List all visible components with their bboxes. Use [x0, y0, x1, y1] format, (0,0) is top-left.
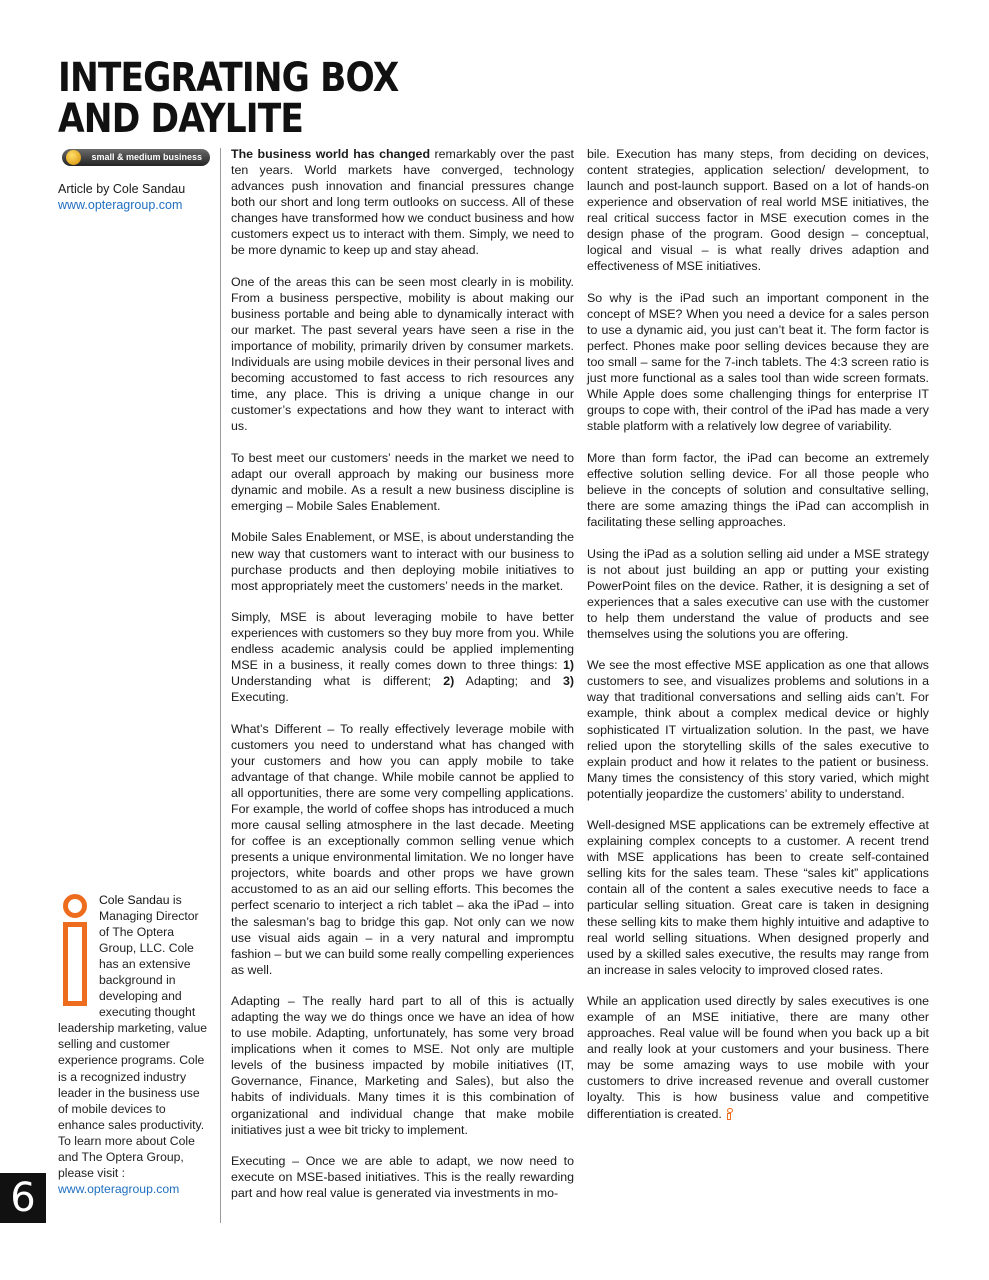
paragraph: So why is the iPad such an important component in the concept of MSE? When you need a device for a sales person to use a dynamic aid, you just can’t beat it. The form factor is perfect. Phones make poor selling devices because they are too small – same for the 7-inch tablets. The 4:3 screen ratio is just more functional as a sales tool than wide screen formats. While Apple does some challenging things for enterprise IT groups to cope with, their control of the iPad has made a very stable platform with a relatively low degree of variability.	[587, 290, 929, 434]
paragraph: While an application used directly by sales executives is one example of an MSE initiative, there are many other approaches. Real value will be found when you back up a bit and really look at your customers and your business. There may be some amazing ways to use mobile with your customers to drive increased revenue and overall customer loyalty. This is how business value and competitive differentiation is created.	[587, 994, 929, 1121]
paragraph: Executing – Once we are able to adapt, we now need to execute on MSE-based initiatives. This is the really rewarding part and how real value is generated via investments in mo-	[231, 1154, 574, 1201]
column-divider	[220, 148, 221, 1223]
bio-link[interactable]: www.opteragroup.com	[58, 1181, 180, 1196]
paragraph: The business world has changed remarkably over the past ten years. World markets have converged, technology advances push innovation and financial pressures change both our short and long term outlooks on success. All of these changes have transformed how we conduct business and how customers expect us to interact with them. Simply, we need to be more dynamic to keep up and stay ahead.	[231, 147, 574, 258]
category-badge-label: small & medium business	[91, 152, 202, 162]
paragraph: To best meet our customers’ needs in the market we need to adapt our overall approach by making our business more dynamic and mobile. As a result a new business discipline is emerging – Mobile Sales Enablement.	[231, 450, 574, 513]
paragraph: One of the areas this can be seen most clearly in is mobility. From a business perspective, mobility is about making our business portable and being able to dynamically interact with our market. The past several years have seen a rise in the importance of mobility, primarily driven by consumer markets. Individuals are using mobile devices in their personal lives and becoming accustomed to fast access to rich resources any time, any place. This is driving a unique change in our customer’s expectations and how they want to interact with us.	[231, 274, 574, 434]
paragraph: What’s Different – To really effectively leverage mobile with customers you need to understand what has changed with your customers and how you can apply mobile to take advantage of that change. While mobile cannot be applied to all opportunities, there are some very compelling applications. For example, the world of coffee shops has introduced a much more causal selling atmosphere in the last decade. Meeting for coffee is an exceptionally common selling venue which presents a unique environmental limitation. We no longer have projectors, white boards and other props we have grown accustomed to as an aid our selling efforts. This becomes the perfect scenario to interject a rich tablet – aka the iPad – into the salesman’s bag to bridge this gap. Not only can we now use visual aids again – in a very natural and impromptu fashion – but we can build some really compelling experiences as well.	[231, 721, 574, 977]
paragraph: Mobile Sales Enablement, or MSE, is about understanding the new way that customers want to interact with our business to purchase products and then deploying mobile initiatives to most appropriately meet the customers’ needs in the market.	[231, 530, 574, 593]
paragraph: Adapting – The really hard part to all of this is actually adapting the way we do things once we have an idea of how to use mobile. Adapting, unfortunately, has some very broad implications when it comes to MSE. Not only are multiple levels of the business impacted by mobile initiatives (IT, Governance, Finance, Marketing and Sales), but also the habits of individuals. Many times it is this combination of organizational and individual change that make mobile initiatives just a wee bit tricky to implement.	[231, 994, 574, 1137]
paragraph: bile. Execution has many steps, from deciding on devices, content strategies, application selection/ development, to launch and post-launch support. Based on a lot of hands-on experience and observation of real world MSE initiatives, the real critical success factor in MSE execution comes in the design phase of the program. Good design – conceptual, logical and visual – is what really drives adaption and effectiveness of MSE initiatives.	[587, 147, 929, 274]
byline-author: Article by Cole Sandau	[58, 182, 186, 196]
byline-link[interactable]: www.opteragroup.com	[58, 198, 183, 212]
article-column-2	[587, 146, 929, 1137]
title-line-1: INTEGRATING BOX	[58, 55, 399, 101]
paragraph: More than form factor, the iPad can become an extremely effective solution selling device. For all those people who believe in the concepts of solution and consultative selling, there are some amazing things the iPad can accomplish in facilitating these selling approaches.	[587, 450, 929, 529]
article-column-1	[231, 146, 574, 1217]
people-icon	[66, 150, 81, 165]
article-title	[58, 55, 471, 142]
author-bio	[58, 892, 210, 1197]
paragraph: Using the iPad as a solution selling aid under a MSE strategy is not about just building an app or putting your existing PowerPoint files on the device. Rather, it is designing a set of experiences that a sales executive can use with the customer to help them understand the value of products and see themselves using the solutions you are offering.	[587, 546, 929, 641]
paragraph: We see the most effective MSE application as one that allows customers to see, and visualizes problems and solutions in a way that traditional conversations and selling aids can’t. For example, think about a complex medical device or highly sophisticated IT virtualization solution. In the past, we have relied upon the storytelling skills of the sales executive to explain product and how it relates to the patient or business. Many times the consistency of this story varied, which might potentially jeopardize the customers’ ability to understand.	[587, 658, 929, 801]
bio-name: Cole Sandau	[99, 893, 170, 907]
info-i-icon	[58, 894, 94, 1008]
bio-text: is Managing Director of The Optera Group, LLC. Cole has an extensive background in developing and executing thought leadership marketing, value selling and customer experience programs. Cole is a recognized industry leader in the business use of mobile devices to enhance sales productivity. To learn more about Cole and The Optera Group, please visit :	[58, 893, 208, 1180]
lead-in: The business world has changed	[231, 147, 431, 161]
category-badge	[62, 149, 210, 166]
end-mark-icon	[726, 1108, 732, 1120]
paragraph: Simply, MSE is about leveraging mobile to have better experiences with customers so they buy more from you. While endless academic analysis could be applied implementing MSE in a business, it really comes down to three things: 1) Understanding what is different; 2) Adapting; and 3) Executing.	[231, 610, 574, 705]
page-number: 6	[0, 1173, 46, 1223]
title-line-2: AND DAYLITE	[58, 96, 303, 142]
paragraph: Well-designed MSE applications can be extremely effective at explaining complex concepts to a customer. A recent trend with MSE applications has been to create self-contained selling kits for the sales team. These “sales kit” applications contain all of the content a sales executive needs to face a particular selling situation. Great care is taken in designing these selling kits to make them highly intuitive and adaptive to real world selling situations. When designed properly and used by a skilled sales executive, the results may range from an increase in sales velocity to improved closed rates.	[587, 818, 929, 977]
byline	[58, 181, 185, 213]
